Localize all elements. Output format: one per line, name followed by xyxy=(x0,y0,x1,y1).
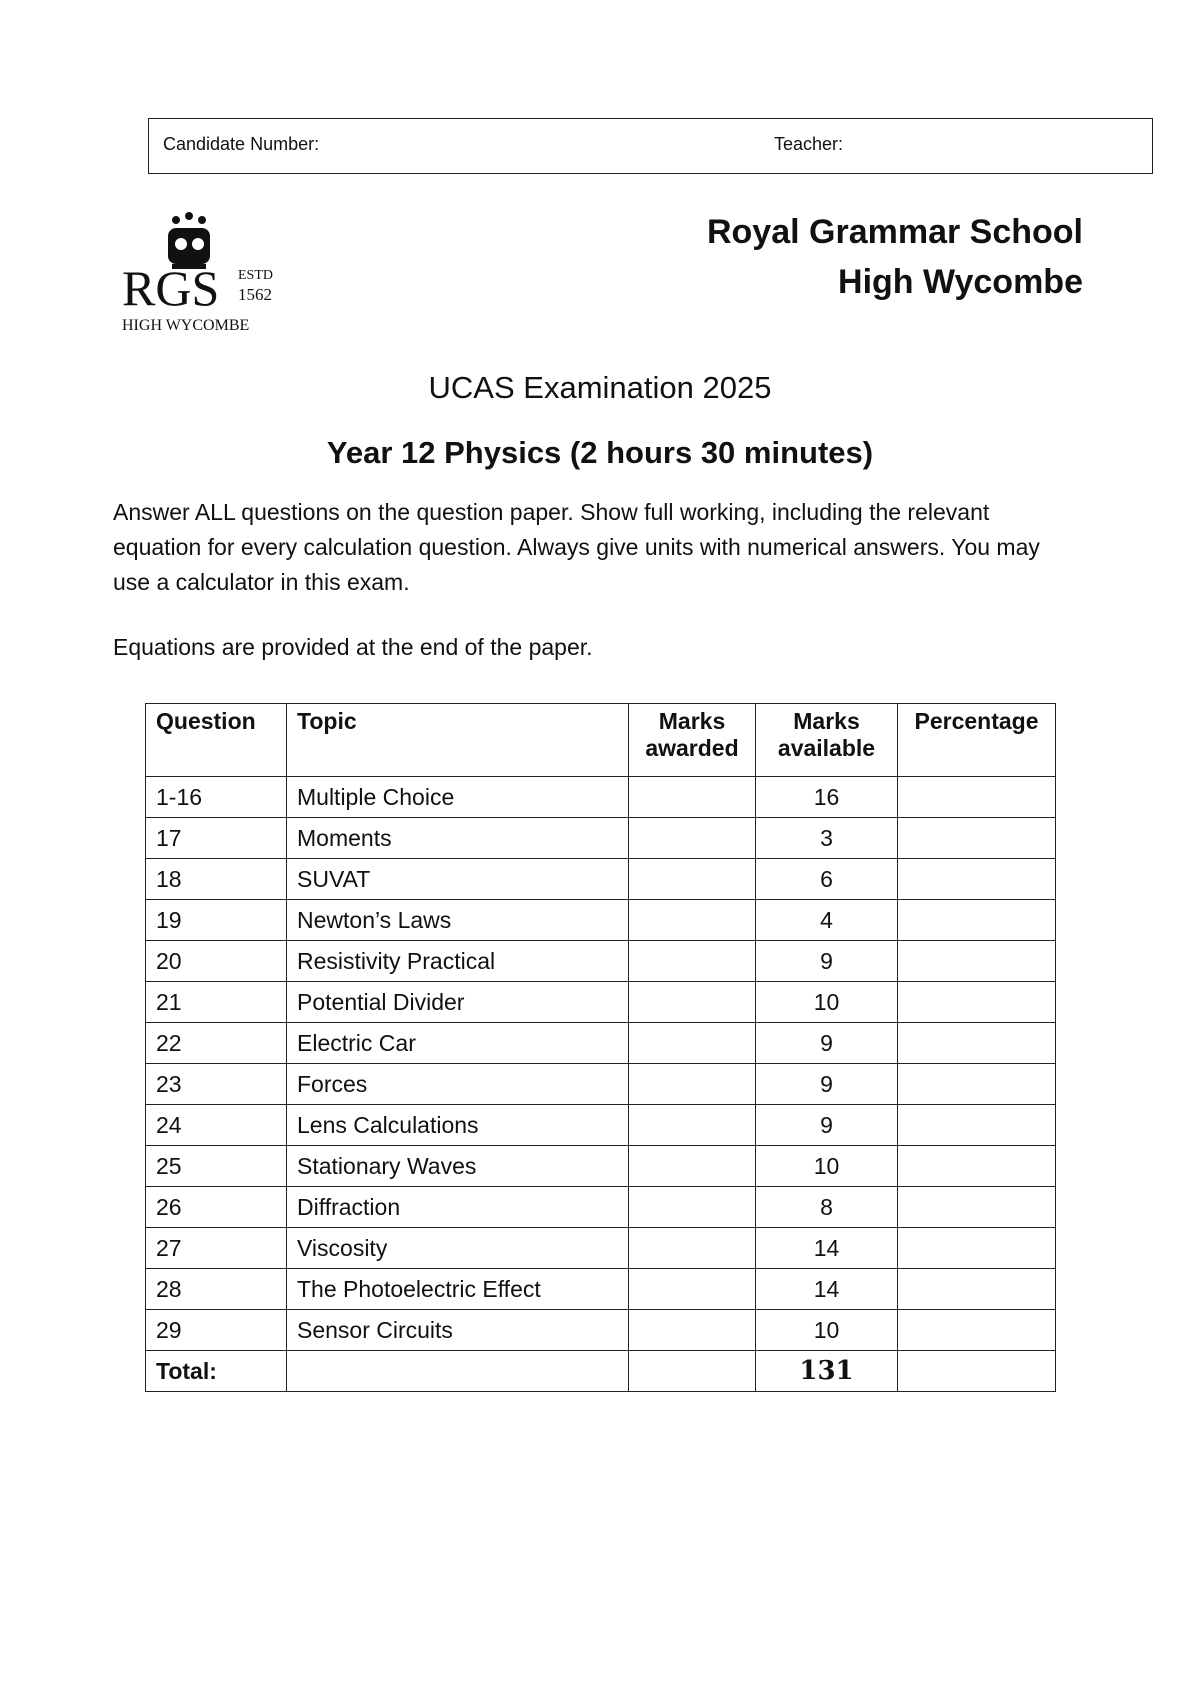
header-marks-available: Marks available xyxy=(756,704,898,777)
marks-awarded-cell[interactable] xyxy=(629,1187,756,1228)
percentage-cell[interactable] xyxy=(898,1105,1056,1146)
marks-awarded-cell[interactable] xyxy=(629,900,756,941)
total-topic-cell xyxy=(287,1351,629,1392)
svg-text:1562: 1562 xyxy=(238,285,272,304)
table-row xyxy=(146,982,1056,1023)
topic: Stationary Waves xyxy=(287,1146,629,1187)
topic: Diffraction xyxy=(287,1187,629,1228)
marks-awarded-cell[interactable] xyxy=(629,982,756,1023)
teacher-label: Teacher: xyxy=(774,134,844,154)
marks-awarded-cell[interactable] xyxy=(629,941,756,982)
table-row xyxy=(146,1146,1056,1187)
question-number: 26 xyxy=(146,1187,287,1228)
marks-table xyxy=(145,703,1056,1392)
topic: The Photoelectric Effect xyxy=(287,1269,629,1310)
marks-available: 9 xyxy=(756,941,898,982)
total-row xyxy=(146,1351,1056,1392)
marks-awarded-cell[interactable] xyxy=(629,1105,756,1146)
table-row xyxy=(146,777,1056,818)
marks-awarded-cell[interactable] xyxy=(629,1269,756,1310)
marks-awarded-cell[interactable] xyxy=(629,1146,756,1187)
marks-awarded-cell[interactable] xyxy=(629,1064,756,1105)
paper-title: Year 12 Physics (2 hours 30 minutes) xyxy=(326,435,874,470)
table-row xyxy=(146,818,1056,859)
marks-available: 9 xyxy=(756,1064,898,1105)
marks-awarded-cell[interactable] xyxy=(629,777,756,818)
question-number: 29 xyxy=(146,1310,287,1351)
table-row xyxy=(146,1105,1056,1146)
percentage-cell[interactable] xyxy=(898,900,1056,941)
svg-text:ESTD: ESTD xyxy=(238,268,273,283)
percentage-cell[interactable] xyxy=(898,1228,1056,1269)
percentage-cell[interactable] xyxy=(898,941,1056,982)
marks-available: 14 xyxy=(756,1269,898,1310)
marks-awarded-cell[interactable] xyxy=(629,1310,756,1351)
topic: SUVAT xyxy=(287,859,629,900)
total-percentage-cell[interactable] xyxy=(898,1351,1056,1392)
table-row xyxy=(146,1228,1056,1269)
topic: Multiple Choice xyxy=(287,777,629,818)
svg-text:RGS: RGS xyxy=(122,260,220,316)
percentage-cell[interactable] xyxy=(898,777,1056,818)
school-logo xyxy=(118,208,298,338)
question-number: 27 xyxy=(146,1228,287,1269)
marks-available: 14 xyxy=(756,1228,898,1269)
question-number: 21 xyxy=(146,982,287,1023)
question-number: 1-16 xyxy=(146,777,287,818)
table-header-row xyxy=(146,704,1056,777)
percentage-cell[interactable] xyxy=(898,818,1056,859)
topic: Sensor Circuits xyxy=(287,1310,629,1351)
school-location: High Wycombe xyxy=(838,263,1083,301)
percentage-cell[interactable] xyxy=(898,1023,1056,1064)
candidate-number-label: Candidate Number: xyxy=(163,134,320,154)
marks-available: 3 xyxy=(756,818,898,859)
table-row xyxy=(146,1187,1056,1228)
marks-awarded-cell[interactable] xyxy=(629,1228,756,1269)
table-row xyxy=(146,900,1056,941)
marks-awarded-cell[interactable] xyxy=(629,859,756,900)
table-row xyxy=(146,1269,1056,1310)
marks-available: 6 xyxy=(756,859,898,900)
question-number: 22 xyxy=(146,1023,287,1064)
question-number: 25 xyxy=(146,1146,287,1187)
question-number: 28 xyxy=(146,1269,287,1310)
header-marks-awarded: Marks awarded xyxy=(629,704,756,777)
marks-available: 10 xyxy=(756,982,898,1023)
table-row xyxy=(146,941,1056,982)
percentage-cell[interactable] xyxy=(898,982,1056,1023)
table-row xyxy=(146,1310,1056,1351)
marks-available: 10 xyxy=(756,1146,898,1187)
percentage-cell[interactable] xyxy=(898,1187,1056,1228)
percentage-cell[interactable] xyxy=(898,859,1056,900)
table-row xyxy=(146,1064,1056,1105)
question-number: 20 xyxy=(146,941,287,982)
school-name: Royal Grammar School xyxy=(706,213,1083,251)
topic: Lens Calculations xyxy=(287,1105,629,1146)
marks-available: 16 xyxy=(756,777,898,818)
question-number: 24 xyxy=(146,1105,287,1146)
question-number: 18 xyxy=(146,859,287,900)
header-topic: Topic xyxy=(287,704,629,777)
question-number: 23 xyxy=(146,1064,287,1105)
topic: Electric Car xyxy=(287,1023,629,1064)
topic: Newton’s Laws xyxy=(287,900,629,941)
exam-title: UCAS Examination 2025 xyxy=(428,370,772,405)
marks-available: 4 xyxy=(756,900,898,941)
header-question: Question xyxy=(146,704,287,777)
topic: Viscosity xyxy=(287,1228,629,1269)
question-number: 17 xyxy=(146,818,287,859)
percentage-cell[interactable] xyxy=(898,1064,1056,1105)
marks-available: 8 xyxy=(756,1187,898,1228)
percentage-cell[interactable] xyxy=(898,1146,1056,1187)
total-label: Total: xyxy=(146,1351,287,1392)
table-row xyxy=(146,859,1056,900)
percentage-cell[interactable] xyxy=(898,1310,1056,1351)
instructions: Answer ALL questions on the question paper. Show full working, including the relevant equation for every calculation question. Always give units with numerical answers. You may use a calculator in this exam. xyxy=(113,499,1040,595)
marks-awarded-cell[interactable] xyxy=(629,1023,756,1064)
total-available: 131 xyxy=(756,1351,898,1392)
crown-icon xyxy=(118,208,298,338)
marks-available: 10 xyxy=(756,1310,898,1351)
topic: Potential Divider xyxy=(287,982,629,1023)
equations-note: Equations are provided at the end of the paper. xyxy=(113,634,593,660)
marks-available: 9 xyxy=(756,1023,898,1064)
question-number: 19 xyxy=(146,900,287,941)
marks-awarded-cell[interactable] xyxy=(629,818,756,859)
topic: Forces xyxy=(287,1064,629,1105)
table-row xyxy=(146,1023,1056,1064)
candidate-info-box xyxy=(148,118,1153,174)
header-percentage: Percentage xyxy=(898,704,1056,777)
topic: Moments xyxy=(287,818,629,859)
percentage-cell[interactable] xyxy=(898,1269,1056,1310)
svg-text:HIGH WYCOMBE: HIGH WYCOMBE xyxy=(122,317,250,334)
topic: Resistivity Practical xyxy=(287,941,629,982)
marks-available: 9 xyxy=(756,1105,898,1146)
total-awarded-cell[interactable] xyxy=(629,1351,756,1392)
